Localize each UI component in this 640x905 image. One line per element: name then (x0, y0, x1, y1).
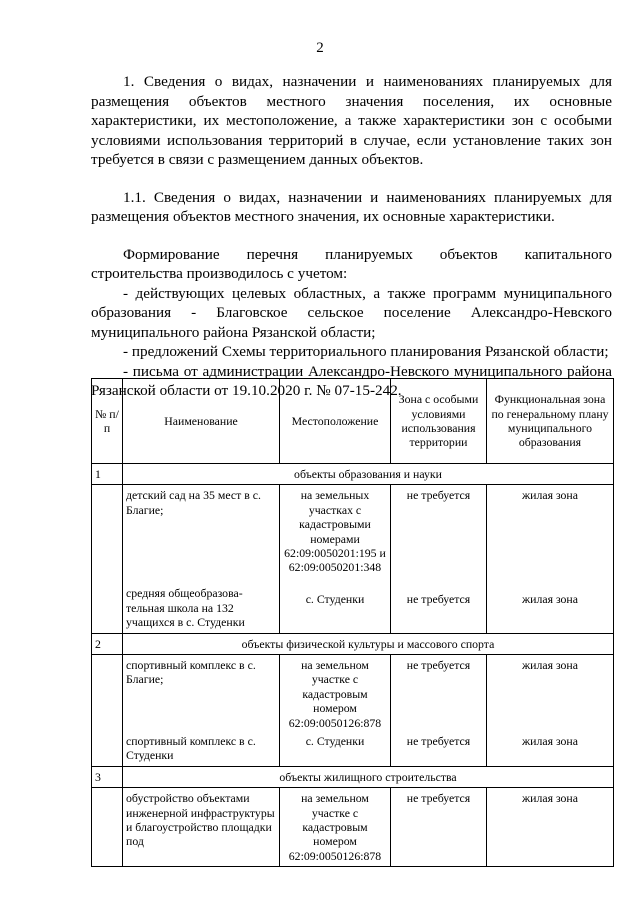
object-functional-zone: жилая зона (487, 788, 614, 867)
object-functional-zone: жилая зона (521, 658, 578, 673)
object-zone: не требуется (406, 592, 471, 607)
dash-item-letter: - письма от администрации Александро-Невского муниципального района Рязанской области от 19.10.2020 г. № 07-15-242. (91, 362, 612, 399)
object-name: обустройство объектами инженерной инфраструктуры и благоустройство площадки под (123, 788, 280, 867)
header-zone: Зона с особыми условиями использования территории (391, 379, 487, 464)
object-name: детский сад на 35 мест в с. Благие; (126, 488, 261, 517)
empty-cell (92, 655, 123, 767)
object-name: спортивный комплекс в с. Благие; (126, 658, 256, 687)
location-cell (280, 655, 391, 767)
paragraph-1-1: 1.1. Сведения о видах, назначении и наименованиях планируемых для размещения объектов местного значения, их основные характеристики. (91, 188, 612, 225)
table-header-row (92, 379, 614, 464)
object-functional-zone: жилая зона (521, 592, 578, 607)
header-name: Наименование (123, 379, 280, 464)
object-location: на земельном участке с кадастровым номером 62:09:0050126:878 (280, 788, 391, 867)
object-functional-zone: жилая зона (521, 488, 578, 503)
location-cell (280, 485, 391, 633)
object-name: средняя общеобразова-тельная школа на 132 учащихся в с. Студенки (126, 586, 245, 630)
paragraph-1: 1. Сведения о видах, назначении и наименованиях планируемых для размещения объектов местного значения поселения, их основные характеристики, их местоположение, а также характеристики зон с особыми условиями использования территорий в случае, если установление таких зон требуется в связи с размещением данных объектов. (91, 73, 612, 168)
dash-item-programs: - действующих целевых областных, а также программ муниципального образования - Благовское сельское поселение Александро-Невского муниципального района Рязанской области; (91, 284, 612, 341)
table-row (92, 485, 614, 633)
section-row (92, 766, 614, 787)
functional-zone-cell (487, 655, 614, 767)
functional-zone-cell (487, 485, 614, 633)
object-name-cell (123, 655, 280, 767)
section-title: объекты физической культуры и массового спорта (123, 633, 614, 654)
object-zone: не требуется (406, 734, 471, 749)
header-functional-zone: Функциональная зона по генеральному плану муниципального образования (487, 379, 614, 464)
object-location: на земельном участке с кадастровым номером 62:09:0050126:878 (288, 658, 382, 730)
objects-table (91, 378, 614, 867)
empty-cell (92, 485, 123, 633)
object-location: с. Студенки (305, 734, 365, 749)
paragraph-formation: Формирование перечня планируемых объектов капитального строительства производилось с учетом: (91, 245, 612, 282)
object-location: с. Студенки (305, 592, 365, 607)
section-title: объекты жилищного строительства (123, 766, 614, 787)
section-title: объекты образования и науки (123, 464, 614, 485)
object-zone: не требуется (406, 488, 471, 503)
empty-cell (92, 788, 123, 867)
object-location: на земельных участках с кадастровыми номерами 62:09:0050201:195 и 62:09:0050201:348 (284, 488, 386, 575)
section-number: 1 (92, 464, 123, 485)
page-number: 2 (316, 40, 324, 56)
header-location: Местоположение (280, 379, 391, 464)
section-row (92, 633, 614, 654)
dash-item-scheme: - предложений Схемы территориального планирования Рязанской области; (123, 343, 609, 360)
section-row (92, 464, 614, 485)
object-name: спортивный комплекс в с. Студенки (126, 734, 256, 763)
table-row (92, 788, 614, 867)
zone-cell (391, 485, 487, 633)
intro-section (91, 72, 612, 401)
section-number: 2 (92, 633, 123, 654)
object-zone: не требуется (406, 658, 471, 673)
object-name-cell (123, 485, 280, 633)
table-row (92, 655, 614, 767)
section-number: 3 (92, 766, 123, 787)
header-num: № п/п (92, 379, 123, 464)
object-zone: не требуется (391, 788, 487, 867)
object-functional-zone: жилая зона (521, 734, 578, 749)
zone-cell (391, 655, 487, 767)
